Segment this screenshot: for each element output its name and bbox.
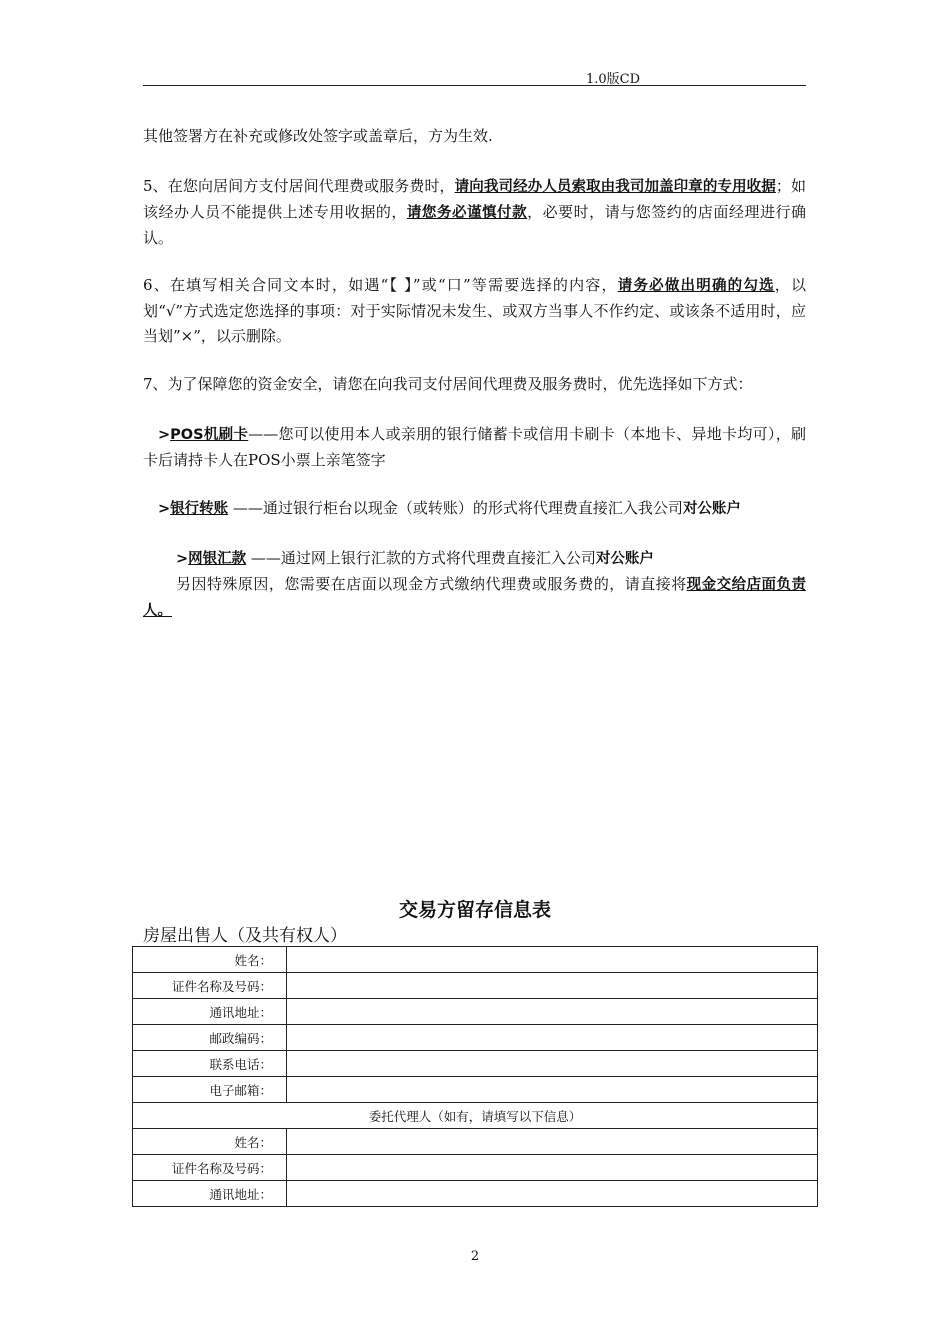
row-label-phone: 联系电话： [133,1051,287,1077]
paragraph-text: 其他签署方在补充或修改处签字或盖章后，方为生效. [143,127,493,145]
table-row [133,1051,818,1077]
id-field[interactable] [287,973,818,999]
header-version: 1.0版CD [586,72,641,87]
postcode-field[interactable] [287,1025,818,1051]
payment-bank [143,496,806,522]
row-label-id: 证件名称及号码： [133,973,287,999]
bank-title: 银行转账 [170,501,229,517]
bank-marker: > [158,501,171,517]
table-row [133,1025,818,1051]
table-row [133,1155,818,1181]
table-row [133,1129,818,1155]
agent-id-field[interactable] [287,1155,818,1181]
p7-text: 7、为了保障您的资金安全，请您在向我司支付居间代理费及服务费时，优先选择如下方式： [143,375,753,393]
header-divider [143,85,806,86]
p5-text-e: ，必要时，请与您签约的店面经理进行确认。 [143,203,806,247]
table-title: 交易方留存信息表 [398,899,551,921]
table-row [133,1103,818,1129]
cash-emphasis: 现金交给店面负责人。 [143,577,806,619]
bank-desc: ——通过银行柜台以现金（或转账）的形式将代理费直接汇入我公司 [228,499,683,517]
table-subtitle: 房屋出售人（及共有权人） [143,926,347,946]
net-desc: ——通过网上银行汇款的方式将代理费直接汇入公司 [246,549,596,567]
agent-label-name: 姓名： [133,1129,287,1155]
bank-account: 对公账户 [682,501,741,517]
p6-text-c: ，以划“√”方式选定您选择的事项：对于实际情况未发生、或双方当事人不作约定、或该条不适用时，应当划”×”，以示删除。 [143,276,806,345]
payment-cash [143,572,806,624]
table-row [133,947,818,973]
paragraph-6 [143,273,806,349]
p5-text-c: ；如该经办人员不能提供上述专用收据的， [143,177,806,221]
info-table [132,946,818,1207]
address-field[interactable] [287,999,818,1025]
agent-name-field[interactable] [287,1129,818,1155]
p5-emphasis-receipt: 请向我司经办人员索取由我司加盖印章的专用收据 [454,179,776,195]
table-row [133,973,818,999]
row-label-postcode: 邮政编码： [133,1025,287,1051]
row-label-name: 姓名： [133,947,287,973]
p6-emphasis-check: 请务必做出明确的勾选 [617,278,775,294]
paragraph-effective [143,124,806,149]
pos-title: POS机刷卡 [170,427,249,443]
net-title: 网银汇款 [188,551,247,567]
phone-field[interactable] [287,1051,818,1077]
pos-marker: > [158,427,171,443]
row-label-email: 电子邮箱： [133,1077,287,1103]
agent-address-field[interactable] [287,1181,818,1207]
payment-online [143,546,806,572]
p5-emphasis-careful: 请您务必谨慎付款 [406,205,528,221]
table-row [133,1181,818,1207]
page-number: 2 [470,1249,480,1264]
payment-pos [143,422,806,473]
row-label-address: 通讯地址： [133,999,287,1025]
name-field[interactable] [287,947,818,973]
agent-label-id: 证件名称及号码： [133,1155,287,1181]
cash-text: 另因特殊原因，您需要在店面以现金方式缴纳代理费或服务费的，请直接将 [176,575,687,593]
agent-label-address: 通讯地址： [133,1181,287,1207]
table-row [133,1077,818,1103]
agent-header: 委托代理人（如有，请填写以下信息） [133,1103,818,1129]
email-field[interactable] [287,1077,818,1103]
table-row [133,999,818,1025]
p6-text-a: 6、在填写相关合同文本时，如遇“【 】”或“口”等需要选择的内容， [143,276,618,294]
net-account: 对公账户 [595,551,654,567]
pos-desc: ——您可以使用本人或亲朋的银行储蓄卡或信用卡刷卡（本地卡、异地卡均可），刷卡后请持卡人在POS小票上亲笔签字 [143,425,806,469]
net-marker: > [176,551,189,567]
paragraph-5 [143,174,806,251]
paragraph-7 [143,372,806,397]
p5-text-a: 5、在您向居间方支付居间代理费或服务费时， [143,177,455,195]
